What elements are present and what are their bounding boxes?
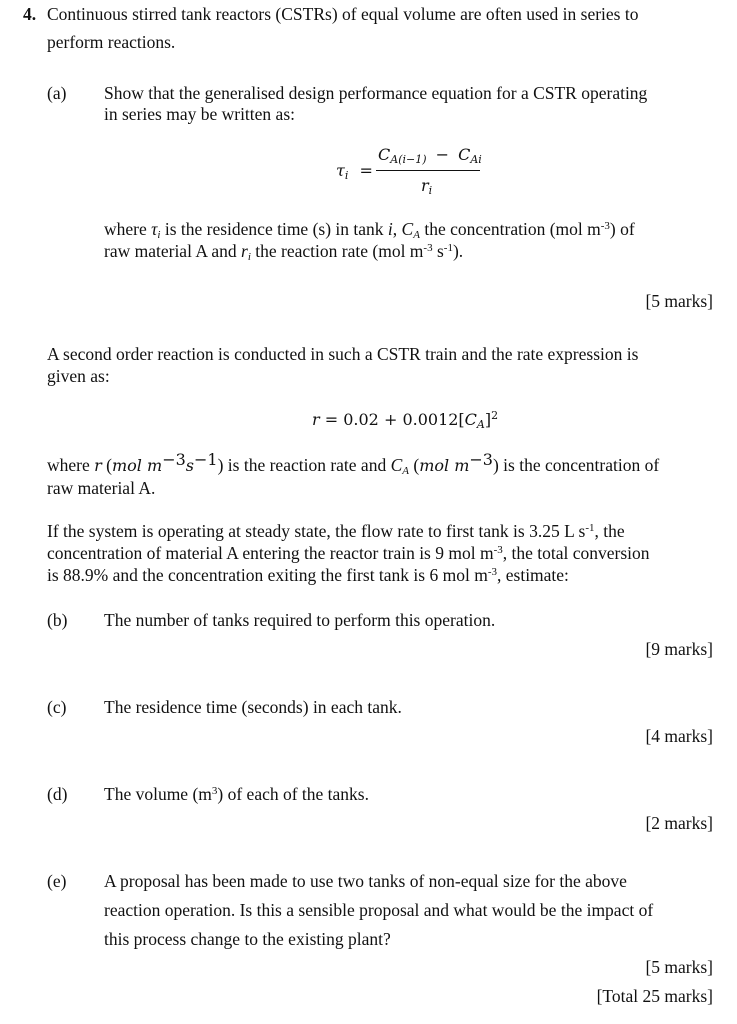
equation-denominator: $r_i$ <box>421 176 433 197</box>
question-intro-line1: Continuous stirred tank reactors (CSTRs) of equal volume are often used in series to <box>47 4 639 24</box>
question-intro-line2: perform reactions. <box>47 32 176 52</box>
rate-definition-line1: where r (mol $m^{-3}s^{-1}$) is the reaction rate and $C_A$ (mol $m^{-3}$) is the concentration of <box>47 450 660 477</box>
part-b-text: The number of tanks required to perform this operation. <box>104 610 496 630</box>
part-e-line3: this process change to the existing plant? <box>104 929 391 949</box>
fraction-bar <box>376 170 480 171</box>
equation-lhs: $\tau_i$ = <box>336 161 373 182</box>
steady-line2: concentration of material A entering the reactor train is 9 mol $m^{-3}$, the total conversion <box>47 543 650 563</box>
part-a-line1: Show that the generalised design performance equation for a CSTR operating <box>104 83 648 103</box>
total-marks: [Total 25 marks] <box>596 986 713 1006</box>
rate-equation: $r = 0.02 + 0.0012[C_A]^2$ <box>312 409 499 431</box>
part-a-where-line2: raw material A and $r_i$ the reaction rate (mol $m^{-3}$ $s^{-1}$). <box>104 241 464 263</box>
steady-line3: is 88.9% and the concentration exiting the first tank is 6 mol $m^{-3}$, estimate: <box>47 565 569 585</box>
part-e-line2: reaction operation. Is this a sensible proposal and what would be the impact of <box>104 900 654 920</box>
part-d-marks: [2 marks] <box>645 813 713 833</box>
rate-definition-line2: raw material A. <box>47 478 156 498</box>
equation-numerator: $C_{A(i-1)} - C_{Ai}$ <box>378 145 482 166</box>
rate-line2: given as: <box>47 366 110 386</box>
part-a-where-line1: where $\tau_i$ is the residence time (s) in tank i, $C_A$ the concentration (mol $m^{-3}$) of <box>104 219 635 241</box>
part-a-label: (a) <box>47 83 67 103</box>
part-e-line1: A proposal has been made to use two tanks of non-equal size for the above <box>104 871 627 891</box>
steady-line1: If the system is operating at steady state, the flow rate to first tank is 3.25 L $s^{-1}$, the <box>47 521 625 541</box>
part-d-text: The volume $(m^3)$ of each of the tanks. <box>104 784 369 804</box>
part-e-marks: [5 marks] <box>645 957 713 977</box>
part-c-text: The residence time (seconds) in each tank. <box>104 697 402 717</box>
part-e-label: (e) <box>47 871 67 891</box>
part-a-marks: [5 marks] <box>645 291 713 311</box>
part-d-label: (d) <box>47 784 68 804</box>
part-c-label: (c) <box>47 697 67 717</box>
part-c-marks: [4 marks] <box>645 726 713 746</box>
rate-line1: A second order reaction is conducted in such a CSTR train and the rate expression is <box>47 344 639 364</box>
question-number: 4. <box>23 4 37 24</box>
part-a-line2: in series may be written as: <box>104 104 295 124</box>
part-b-marks: [9 marks] <box>645 639 713 659</box>
part-b-label: (b) <box>47 610 68 630</box>
